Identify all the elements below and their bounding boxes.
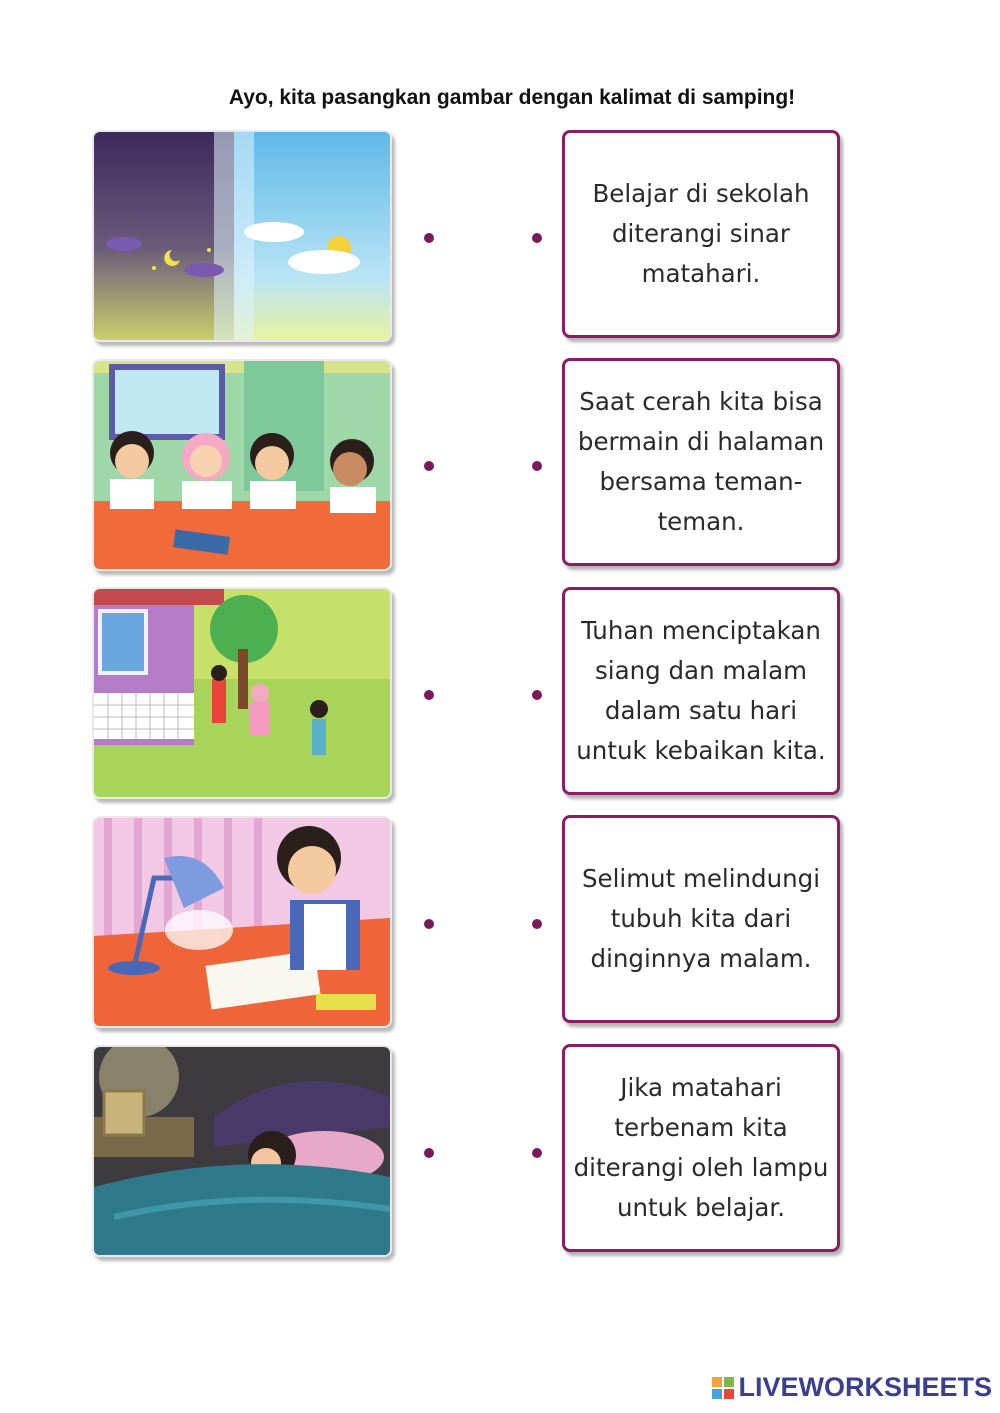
picture-5-dot[interactable] [424, 1148, 434, 1158]
liveworksheets-logo-icon [712, 1377, 734, 1399]
boy-study-lamp-picture-icon [94, 818, 390, 1026]
classroom-kids-picture-icon [94, 361, 390, 569]
picture-sleeping [92, 1045, 392, 1257]
sentence-card-5[interactable]: Jika matahari terbenam kita diterangi oleh lampu untuk belajar. [562, 1044, 840, 1252]
sentence-card-3[interactable]: Tuhan menciptakan siang dan malam dalam satu hari untuk kebaikan kita. [562, 587, 840, 795]
sentence-1-dot[interactable] [532, 233, 542, 243]
picture-2-dot[interactable] [424, 461, 434, 471]
picture-playground [92, 587, 392, 799]
sentence-5-dot[interactable] [532, 1148, 542, 1158]
sentence-4-dot[interactable] [532, 919, 542, 929]
sentence-card-2[interactable]: Saat cerah kita bisa bermain di halaman bersama teman-teman. [562, 358, 840, 566]
sentence-2-dot[interactable] [532, 461, 542, 471]
liveworksheets-logo [712, 1372, 992, 1403]
picture-classroom [92, 359, 392, 571]
picture-4-dot[interactable] [424, 919, 434, 929]
playground-kids-picture-icon [94, 589, 390, 797]
sentence-card-4[interactable]: Selimut melindungi tubuh kita dari dinginnya malam. [562, 815, 840, 1023]
picture-1-dot[interactable] [424, 233, 434, 243]
sentence-card-1[interactable]: Belajar di sekolah diterangi sinar matahari. [562, 130, 840, 338]
picture-study-lamp [92, 816, 392, 1028]
logo-text: LIVEWORKSHEETS [738, 1372, 992, 1402]
girl-sleeping-picture-icon [94, 1047, 390, 1255]
day-night-sky-picture-icon [94, 132, 390, 340]
picture-3-dot[interactable] [424, 690, 434, 700]
sentence-3-dot[interactable] [532, 690, 542, 700]
picture-day-night [92, 130, 392, 342]
instruction-heading: Ayo, kita pasangkan gambar dengan kalimat di samping! [228, 86, 796, 109]
